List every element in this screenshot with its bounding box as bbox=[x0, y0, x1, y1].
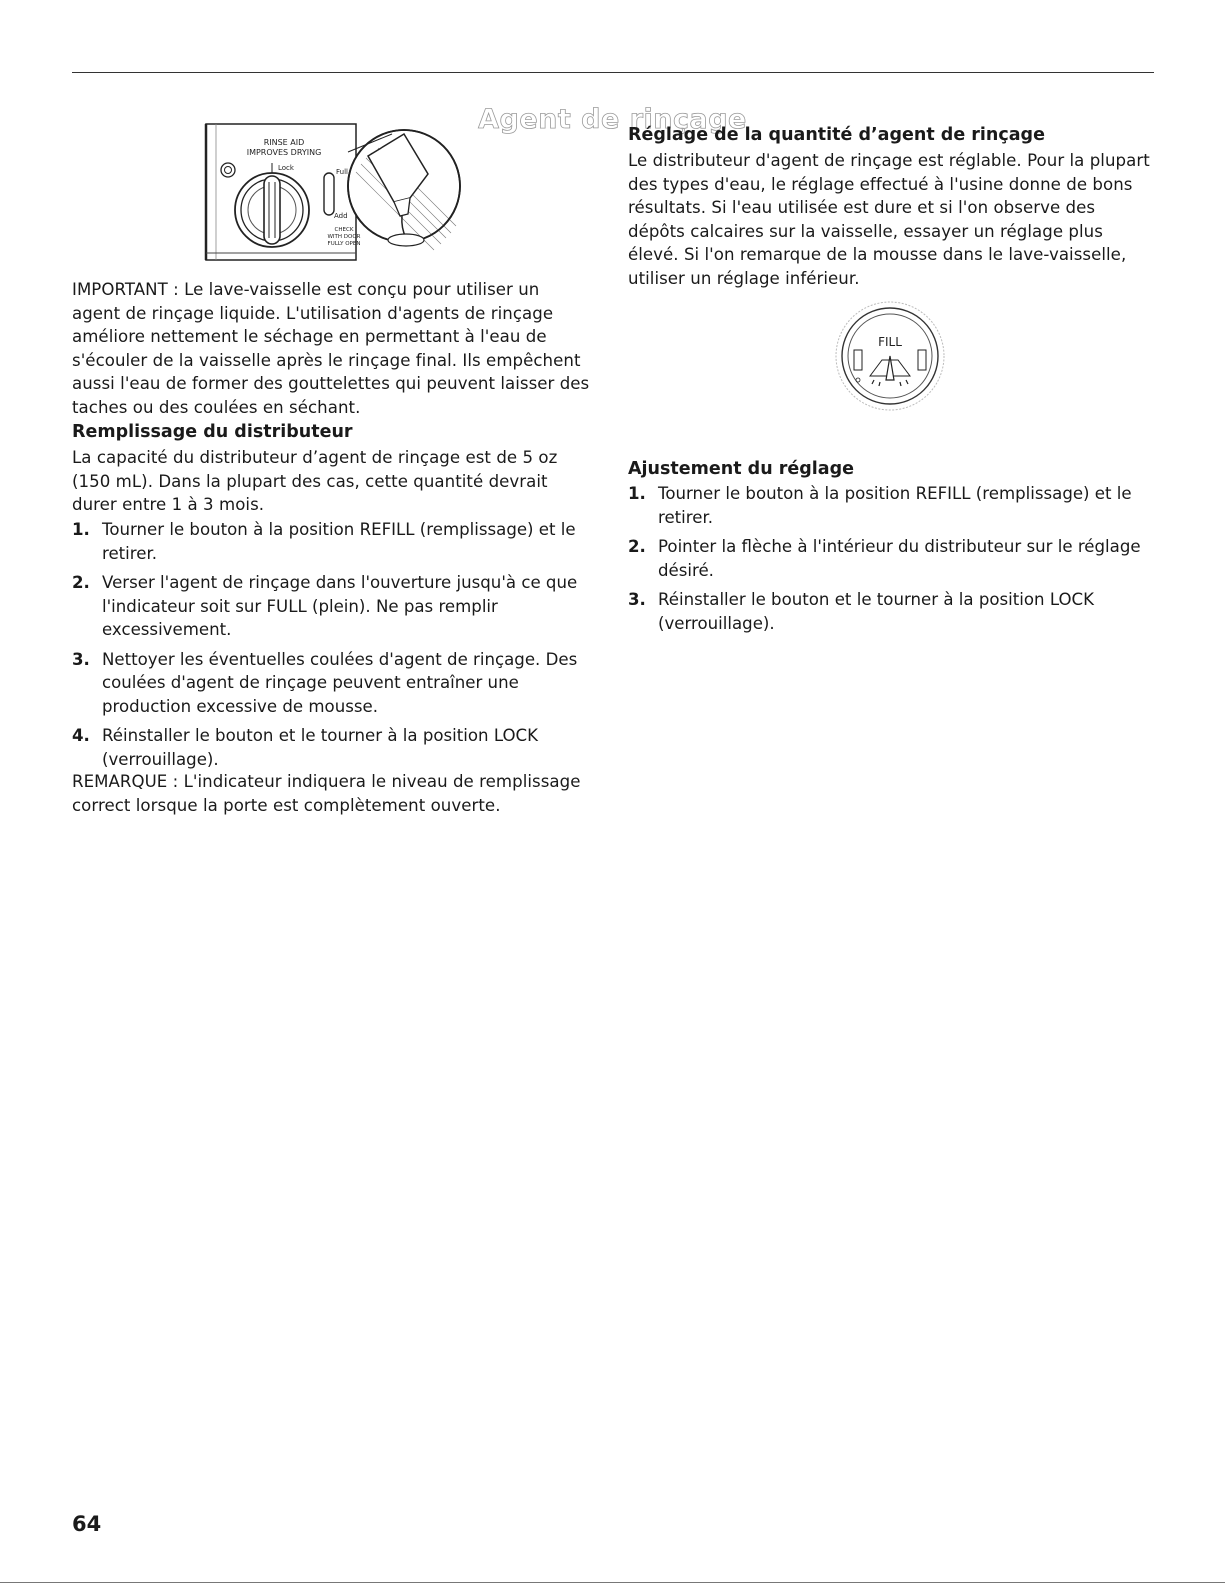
step-text: Réinstaller le bouton et le tourner à la position LOCK (verrouillage). bbox=[658, 590, 1095, 633]
step-number: 1. bbox=[628, 484, 646, 503]
step-number: 3. bbox=[628, 590, 646, 609]
step-number: 3. bbox=[72, 649, 90, 669]
step-number: 2. bbox=[72, 573, 90, 592]
setting-paragraph: Le distributeur d'agent de rinçage est réglable. Pour la plupart des types d'eau, le réglage effectué à l'usine donne de bons résultats. Si l'eau utilisée est dure et si l'on observe des dépôts calcaires sur la vaisselle, essayer un réglage plus élevé. Si l'on remarque de la mousse dans le lave-vaisselle, utiliser un réglage inférieur. bbox=[628, 151, 1150, 288]
fill-dial-illustration bbox=[834, 300, 946, 412]
page-number: 64 bbox=[72, 1512, 102, 1536]
fill-heading: Remplissage du distributeur bbox=[72, 422, 353, 442]
label-check-2: WITH DOOR bbox=[327, 234, 361, 240]
list-item bbox=[628, 588, 1154, 635]
important-text: Le lave-vaisselle est conçu pour utiliser un agent de rinçage liquide. L'utilisation d'agents de rinçage améliore nettement le séchage en permettant à l'eau de s'écouler de la vaisselle après le rinçage final. Ils empêchent aussi l'eau de former des gouttelettes qui peuvent laisser des taches ou des coulées en séchant. bbox=[72, 280, 590, 417]
note-text: L'indicateur indiquera le niveau de remplissage correct lorsque la porte est complètement ouverte. bbox=[72, 772, 581, 815]
rinse-aid-dispenser-illustration bbox=[196, 118, 472, 268]
setting-heading: Réglage de la quantité d’agent de rinçage bbox=[628, 125, 1045, 145]
list-item bbox=[72, 724, 592, 771]
list-item bbox=[628, 482, 1154, 529]
label-check-3: FULLY OPEN bbox=[327, 241, 361, 247]
list-item bbox=[628, 535, 1154, 582]
step-text: Nettoyer les éventuelles coulées d'agent de rinçage. Des coulées d'agent de rinçage peuvent entraîner une production excessive de mousse. bbox=[102, 649, 578, 716]
step-number: 2. bbox=[628, 537, 646, 556]
step-text: Pointer la flèche à l'intérieur du distributeur sur le réglage désiré. bbox=[658, 537, 1141, 580]
adjust-heading: Ajustement du réglage bbox=[628, 459, 854, 479]
list-item bbox=[72, 518, 592, 565]
fill-steps-list bbox=[72, 518, 592, 777]
step-text: Tourner le bouton à la position REFILL (remplissage) et le retirer. bbox=[658, 484, 1132, 527]
list-item bbox=[72, 571, 592, 642]
label-lock: Lock bbox=[278, 164, 294, 172]
label-full: Full bbox=[336, 168, 348, 176]
step-number: 4. bbox=[72, 726, 90, 745]
note-label: REMARQUE : bbox=[72, 772, 179, 791]
step-text: Tourner le bouton à la position REFILL (remplissage) et le retirer. bbox=[102, 520, 576, 563]
page-title: Agent de rinçage bbox=[478, 104, 747, 136]
label-improves-drying: IMPROVES DRYING bbox=[246, 148, 322, 157]
important-label: IMPORTANT : bbox=[72, 280, 179, 299]
list-item bbox=[72, 648, 592, 719]
note-paragraph bbox=[72, 770, 592, 817]
step-text: Verser l'agent de rinçage dans l'ouverture jusqu'à ce que l'indicateur soit sur FULL (plein). Ne pas remplir excessivement. bbox=[102, 573, 578, 639]
top-rule bbox=[72, 72, 1154, 73]
label-check-1: CHECK bbox=[334, 227, 354, 233]
label-fill: FILL bbox=[878, 335, 902, 349]
step-text: Réinstaller le bouton et le tourner à la position LOCK (verrouillage). bbox=[102, 726, 539, 769]
step-number: 1. bbox=[72, 520, 90, 539]
label-rinse-aid: RINSE AID bbox=[263, 138, 305, 147]
bottom-rule bbox=[0, 1582, 1225, 1583]
important-paragraph bbox=[72, 278, 592, 419]
fill-intro: La capacité du distributeur d’agent de rinçage est de 5 oz (150 mL). Dans la plupart des cas, cette quantité devrait durer entre 1 à 3 mois. bbox=[72, 448, 558, 514]
adjust-steps-list bbox=[628, 482, 1154, 641]
label-add: Add bbox=[334, 212, 348, 220]
